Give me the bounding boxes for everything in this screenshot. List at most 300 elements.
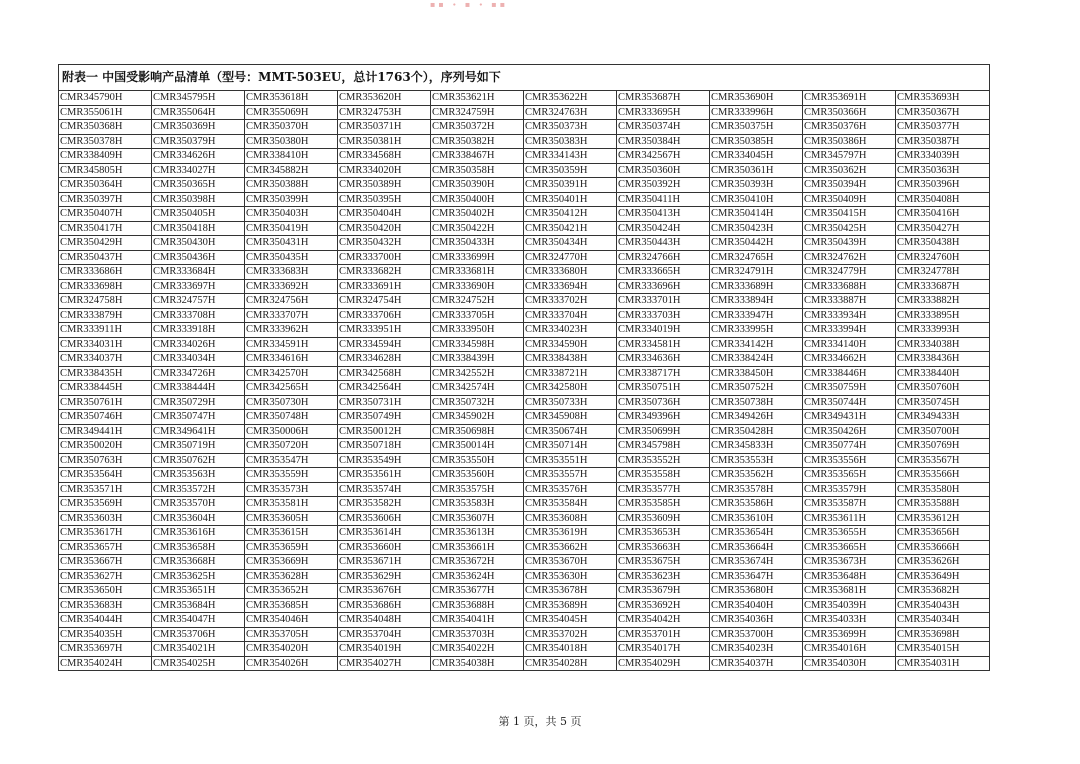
serial-number-cell: CMR353567H xyxy=(896,453,990,468)
serial-number-cell: CMR353656H xyxy=(896,526,990,541)
serial-number-cell: CMR354037H xyxy=(710,656,803,671)
serial-number-cell: CMR345908H xyxy=(524,410,617,425)
serial-number-cell: CMR350752H xyxy=(710,381,803,396)
serial-number-cell: CMR353616H xyxy=(152,526,245,541)
serial-number-cell: CMR354016H xyxy=(803,642,896,657)
table-row xyxy=(59,178,990,193)
serial-number-cell: CMR353688H xyxy=(431,598,524,613)
serial-number-cell: CMR353689H xyxy=(524,598,617,613)
serial-number-cell: CMR353697H xyxy=(59,642,152,657)
table-row xyxy=(59,91,990,106)
serial-number-cell: CMR350367H xyxy=(896,105,990,120)
serial-number-cell: CMR350410H xyxy=(710,192,803,207)
table-row xyxy=(59,120,990,135)
serial-number-cell: CMR333683H xyxy=(245,265,338,280)
serial-number-cell: CMR353622H xyxy=(524,91,617,106)
serial-number-cell: CMR353702H xyxy=(524,627,617,642)
serial-number-cell: CMR354033H xyxy=(803,613,896,628)
serial-number-cell: CMR353690H xyxy=(710,91,803,106)
serial-number-cell: CMR353680H xyxy=(710,584,803,599)
serial-number-cell: CMR353581H xyxy=(245,497,338,512)
serial-number-cell: CMR350762H xyxy=(152,453,245,468)
serial-number-cell: CMR353571H xyxy=(59,482,152,497)
serial-number-cell: CMR333665H xyxy=(617,265,710,280)
serial-number-cell: CMR334026H xyxy=(152,337,245,352)
serial-number-cell: CMR353608H xyxy=(524,511,617,526)
serial-number-cell: CMR333894H xyxy=(710,294,803,309)
serial-number-cell: CMR350398H xyxy=(152,192,245,207)
serial-number-cell: CMR350729H xyxy=(152,395,245,410)
serial-number-cell: CMR333887H xyxy=(803,294,896,309)
serial-number-cell: CMR350402H xyxy=(431,207,524,222)
serial-number-cell: CMR324766H xyxy=(617,250,710,265)
serial-number-cell: CMR333681H xyxy=(431,265,524,280)
serial-number-cell: CMR350408H xyxy=(896,192,990,207)
serial-number-cell: CMR353662H xyxy=(524,540,617,555)
serial-number-cell: CMR350769H xyxy=(896,439,990,454)
serial-number-cell: CMR353603H xyxy=(59,511,152,526)
serial-number-cell: CMR350383H xyxy=(524,134,617,149)
serial-number-cell: CMR353627H xyxy=(59,569,152,584)
serial-number-cell: CMR350361H xyxy=(710,163,803,178)
serial-number-cell: CMR350369H xyxy=(152,120,245,135)
serial-number-cell: CMR333680H xyxy=(524,265,617,280)
serial-number-cell: CMR353666H xyxy=(896,540,990,555)
table-row xyxy=(59,453,990,468)
serial-number-cell: CMR350407H xyxy=(59,207,152,222)
serial-number-cell: CMR334568H xyxy=(338,149,431,164)
serial-number-cell: CMR324778H xyxy=(896,265,990,280)
serial-number-cell: CMR353676H xyxy=(338,584,431,599)
serial-number-cell: CMR350427H xyxy=(896,221,990,236)
serial-number-cell: CMR350403H xyxy=(245,207,338,222)
serial-number-cell: CMR324762H xyxy=(803,250,896,265)
serial-number-cell: CMR353573H xyxy=(245,482,338,497)
serial-number-cell: CMR353586H xyxy=(710,497,803,512)
table-row xyxy=(59,308,990,323)
serial-number-cell: CMR353570H xyxy=(152,497,245,512)
serial-number-cell: CMR354019H xyxy=(338,642,431,657)
serial-number-cell: CMR353693H xyxy=(896,91,990,106)
serial-number-cell: CMR353671H xyxy=(338,555,431,570)
serial-number-cell: CMR333689H xyxy=(710,279,803,294)
table-row xyxy=(59,236,990,251)
serial-number-cell: CMR353684H xyxy=(152,598,245,613)
serial-number-cell: CMR354020H xyxy=(245,642,338,657)
serial-number-cell: CMR350418H xyxy=(152,221,245,236)
serial-number-cell: CMR338438H xyxy=(524,352,617,367)
serial-number-cell: CMR350012H xyxy=(338,424,431,439)
serial-number-cell: CMR353614H xyxy=(338,526,431,541)
serial-number-cell: CMR338436H xyxy=(896,352,990,367)
serial-number-cell: CMR353660H xyxy=(338,540,431,555)
serial-number-cell: CMR334034H xyxy=(152,352,245,367)
serial-number-cell: CMR350763H xyxy=(59,453,152,468)
serial-number-cell: CMR334598H xyxy=(431,337,524,352)
serial-number-cell: CMR350428H xyxy=(710,424,803,439)
serial-number-cell: CMR350751H xyxy=(617,381,710,396)
serial-number-cell: CMR350436H xyxy=(152,250,245,265)
serial-number-cell: CMR350718H xyxy=(338,439,431,454)
table-title: 附表一 中国受影响产品清单（型号：MMT-503EU，总计1763个），序列号如下 xyxy=(59,65,990,91)
serial-number-cell: CMR334662H xyxy=(803,352,896,367)
serial-number-cell: CMR334039H xyxy=(896,149,990,164)
serial-number-cell: CMR350359H xyxy=(524,163,617,178)
serial-number-cell: CMR354040H xyxy=(710,598,803,613)
serial-number-cell: CMR353704H xyxy=(338,627,431,642)
serial-number-cell: CMR324759H xyxy=(431,105,524,120)
serial-number-cell: CMR333696H xyxy=(617,279,710,294)
serial-number-cell: CMR353606H xyxy=(338,511,431,526)
serial-number-cell: CMR353652H xyxy=(245,584,338,599)
serial-number-cell: CMR353582H xyxy=(338,497,431,512)
serial-number-cell: CMR353550H xyxy=(431,453,524,468)
serial-number-cell: CMR350748H xyxy=(245,410,338,425)
serial-number-cell: CMR354034H xyxy=(896,613,990,628)
serial-number-cell: CMR350372H xyxy=(431,120,524,135)
serial-number-cell: CMR333704H xyxy=(524,308,617,323)
serial-number-cell: CMR349641H xyxy=(152,424,245,439)
serial-number-cell: CMR333690H xyxy=(431,279,524,294)
serial-number-cell: CMR350435H xyxy=(245,250,338,265)
serial-number-cell: CMR353579H xyxy=(803,482,896,497)
serial-number-cell: CMR334023H xyxy=(524,323,617,338)
serial-number-cell: CMR324753H xyxy=(338,105,431,120)
serial-number-cell: CMR354048H xyxy=(338,613,431,628)
serial-number-cell: CMR350366H xyxy=(803,105,896,120)
serial-number-cell: CMR353624H xyxy=(431,569,524,584)
serial-number-cell: CMR333684H xyxy=(152,265,245,280)
serial-number-cell: CMR350391H xyxy=(524,178,617,193)
serial-number-cell: CMR354015H xyxy=(896,642,990,657)
table-row xyxy=(59,555,990,570)
serial-number-cell: CMR350425H xyxy=(803,221,896,236)
serial-number-cell: CMR354047H xyxy=(152,613,245,628)
serial-number-cell: CMR353648H xyxy=(803,569,896,584)
serial-number-cell: CMR350760H xyxy=(896,381,990,396)
serial-number-cell: CMR350415H xyxy=(803,207,896,222)
serial-number-cell: CMR353552H xyxy=(617,453,710,468)
serial-number-cell: CMR324752H xyxy=(431,294,524,309)
serial-number-cell: CMR338446H xyxy=(803,366,896,381)
serial-number-cell: CMR345833H xyxy=(710,439,803,454)
serial-number-cell: CMR345790H xyxy=(59,91,152,106)
serial-number-cell: CMR338445H xyxy=(59,381,152,396)
serial-number-cell: CMR350379H xyxy=(152,134,245,149)
serial-number-cell: CMR349441H xyxy=(59,424,152,439)
serial-number-cell: CMR350424H xyxy=(617,221,710,236)
serial-number-cell: CMR353604H xyxy=(152,511,245,526)
serial-number-cell: CMR353569H xyxy=(59,497,152,512)
serial-number-cell: CMR353566H xyxy=(896,468,990,483)
serial-number-cell: CMR354021H xyxy=(152,642,245,657)
table-row xyxy=(59,424,990,439)
table-row xyxy=(59,410,990,425)
serial-number-cell: CMR353673H xyxy=(803,555,896,570)
serial-number-cell: CMR342552H xyxy=(431,366,524,381)
serial-number-cell: CMR354031H xyxy=(896,656,990,671)
serial-number-cell: CMR353572H xyxy=(152,482,245,497)
serial-number-cell: CMR353564H xyxy=(59,468,152,483)
serial-number-cell: CMR350387H xyxy=(896,134,990,149)
serial-number-cell: CMR350423H xyxy=(710,221,803,236)
serial-number-cell: CMR333697H xyxy=(152,279,245,294)
serial-number-cell: CMR350400H xyxy=(431,192,524,207)
serial-number-cell: CMR350014H xyxy=(431,439,524,454)
serial-number-cell: CMR350732H xyxy=(431,395,524,410)
serial-number-cell: CMR324779H xyxy=(803,265,896,280)
serial-number-cell: CMR334045H xyxy=(710,149,803,164)
table-row xyxy=(59,598,990,613)
serial-number-cell: CMR353556H xyxy=(803,453,896,468)
serial-number-cell: CMR350699H xyxy=(617,424,710,439)
serial-number-cell: CMR353683H xyxy=(59,598,152,613)
serial-number-cell: CMR338424H xyxy=(710,352,803,367)
serial-number-cell: CMR334626H xyxy=(152,149,245,164)
serial-number-cell: CMR353621H xyxy=(431,91,524,106)
serial-number-cell: CMR345795H xyxy=(152,91,245,106)
table-row xyxy=(59,250,990,265)
serial-number-cell: CMR324754H xyxy=(338,294,431,309)
serial-number-cell: CMR349396H xyxy=(617,410,710,425)
serial-number-cell: CMR355064H xyxy=(152,105,245,120)
serial-number-cell: CMR333694H xyxy=(524,279,617,294)
table-row xyxy=(59,439,990,454)
serial-number-cell: CMR350413H xyxy=(617,207,710,222)
serial-number-cell: CMR333686H xyxy=(59,265,152,280)
serial-number-cell: CMR334143H xyxy=(524,149,617,164)
serial-number-cell: CMR353547H xyxy=(245,453,338,468)
serial-number-cell: CMR334037H xyxy=(59,352,152,367)
serial-number-cell: CMR353574H xyxy=(338,482,431,497)
serial-number-cell: CMR353549H xyxy=(338,453,431,468)
serial-number-cell: CMR350431H xyxy=(245,236,338,251)
serial-number-cell: CMR338721H xyxy=(524,366,617,381)
table-row xyxy=(59,584,990,599)
affected-product-table xyxy=(58,64,990,671)
serial-number-cell: CMR354041H xyxy=(431,613,524,628)
serial-number-cell: CMR350733H xyxy=(524,395,617,410)
serial-number-cell: CMR324791H xyxy=(710,265,803,280)
serial-number-cell: CMR354046H xyxy=(245,613,338,628)
serial-number-cell: CMR350442H xyxy=(710,236,803,251)
serial-number-cell: CMR333706H xyxy=(338,308,431,323)
table-row xyxy=(59,337,990,352)
serial-number-cell: CMR334594H xyxy=(338,337,431,352)
serial-number-cell: CMR354035H xyxy=(59,627,152,642)
serial-number-cell: CMR353692H xyxy=(617,598,710,613)
table-row xyxy=(59,134,990,149)
serial-number-cell: CMR333918H xyxy=(152,323,245,338)
serial-number-cell: CMR354022H xyxy=(431,642,524,657)
table-row xyxy=(59,627,990,642)
serial-number-cell: CMR334027H xyxy=(152,163,245,178)
serial-number-cell: CMR350714H xyxy=(524,439,617,454)
serial-number-cell: CMR350420H xyxy=(338,221,431,236)
serial-number-cell: CMR333701H xyxy=(617,294,710,309)
serial-number-cell: CMR353705H xyxy=(245,627,338,642)
serial-number-cell: CMR324757H xyxy=(152,294,245,309)
serial-number-cell: CMR338410H xyxy=(245,149,338,164)
serial-number-cell: CMR353657H xyxy=(59,540,152,555)
serial-number-cell: CMR350700H xyxy=(896,424,990,439)
serial-number-cell: CMR342580H xyxy=(524,381,617,396)
serial-number-cell: CMR324770H xyxy=(524,250,617,265)
serial-number-cell: CMR353651H xyxy=(152,584,245,599)
serial-number-cell: CMR353665H xyxy=(803,540,896,555)
serial-number-cell: CMR350401H xyxy=(524,192,617,207)
serial-number-cell: CMR353706H xyxy=(152,627,245,642)
table-row xyxy=(59,656,990,671)
serial-number-cell: CMR333995H xyxy=(710,323,803,338)
serial-number-cell: CMR350373H xyxy=(524,120,617,135)
table-row xyxy=(59,497,990,512)
serial-number-cell: CMR338444H xyxy=(152,381,245,396)
serial-number-cell: CMR350417H xyxy=(59,221,152,236)
serial-number-cell: CMR353700H xyxy=(710,627,803,642)
serial-number-cell: CMR334636H xyxy=(617,352,710,367)
serial-number-cell: CMR350404H xyxy=(338,207,431,222)
serial-number-cell: CMR333687H xyxy=(896,279,990,294)
serial-number-cell: CMR353677H xyxy=(431,584,524,599)
serial-number-cell: CMR324765H xyxy=(710,250,803,265)
serial-number-cell: CMR353682H xyxy=(896,584,990,599)
table-row xyxy=(59,207,990,222)
serial-number-cell: CMR353610H xyxy=(710,511,803,526)
table-row xyxy=(59,569,990,584)
table-body xyxy=(59,91,990,671)
serial-number-cell: CMR350368H xyxy=(59,120,152,135)
serial-number-cell: CMR333682H xyxy=(338,265,431,280)
table-row xyxy=(59,192,990,207)
serial-number-cell: CMR350412H xyxy=(524,207,617,222)
serial-number-cell: CMR350378H xyxy=(59,134,152,149)
serial-number-cell: CMR350749H xyxy=(338,410,431,425)
serial-number-cell: CMR353563H xyxy=(152,468,245,483)
serial-number-cell: CMR353560H xyxy=(431,468,524,483)
serial-number-cell: CMR353587H xyxy=(803,497,896,512)
serial-number-cell: CMR354024H xyxy=(59,656,152,671)
serial-number-cell: CMR333993H xyxy=(896,323,990,338)
serial-number-cell: CMR333698H xyxy=(59,279,152,294)
serial-number-cell: CMR353681H xyxy=(803,584,896,599)
serial-number-cell: CMR350375H xyxy=(710,120,803,135)
serial-number-cell: CMR333962H xyxy=(245,323,338,338)
serial-number-cell: CMR353620H xyxy=(338,91,431,106)
table-row xyxy=(59,468,990,483)
serial-number-cell: CMR354042H xyxy=(617,613,710,628)
serial-number-cell: CMR353618H xyxy=(245,91,338,106)
serial-number-cell: CMR349431H xyxy=(803,410,896,425)
serial-number-cell: CMR350393H xyxy=(710,178,803,193)
serial-number-cell: CMR353663H xyxy=(617,540,710,555)
serial-number-cell: CMR333934H xyxy=(803,308,896,323)
serial-number-cell: CMR350385H xyxy=(710,134,803,149)
serial-number-cell: CMR353672H xyxy=(431,555,524,570)
serial-number-cell: CMR350744H xyxy=(803,395,896,410)
table-row xyxy=(59,511,990,526)
serial-number-cell: CMR353578H xyxy=(710,482,803,497)
serial-number-cell: CMR350020H xyxy=(59,439,152,454)
serial-number-cell: CMR338440H xyxy=(896,366,990,381)
serial-number-cell: CMR333996H xyxy=(710,105,803,120)
serial-number-cell: CMR350389H xyxy=(338,178,431,193)
serial-number-cell: CMR333703H xyxy=(617,308,710,323)
table-row xyxy=(59,540,990,555)
serial-number-cell: CMR333705H xyxy=(431,308,524,323)
serial-number-cell: CMR353559H xyxy=(245,468,338,483)
serial-number-cell: CMR350439H xyxy=(803,236,896,251)
serial-number-cell: CMR354025H xyxy=(152,656,245,671)
serial-number-cell: CMR353667H xyxy=(59,555,152,570)
serial-number-cell: CMR350371H xyxy=(338,120,431,135)
serial-number-cell: CMR334590H xyxy=(524,337,617,352)
serial-number-cell: CMR350380H xyxy=(245,134,338,149)
serial-number-cell: CMR353664H xyxy=(710,540,803,555)
serial-number-cell: CMR350365H xyxy=(152,178,245,193)
serial-number-cell: CMR350405H xyxy=(152,207,245,222)
serial-number-cell: CMR333688H xyxy=(803,279,896,294)
serial-number-cell: CMR345902H xyxy=(431,410,524,425)
serial-number-cell: CMR353605H xyxy=(245,511,338,526)
serial-number-cell: CMR353562H xyxy=(710,468,803,483)
serial-number-cell: CMR350397H xyxy=(59,192,152,207)
serial-number-cell: CMR338439H xyxy=(431,352,524,367)
serial-number-cell: CMR350438H xyxy=(896,236,990,251)
serial-number-cell: CMR350362H xyxy=(803,163,896,178)
serial-number-cell: CMR353674H xyxy=(710,555,803,570)
serial-number-cell: CMR333691H xyxy=(338,279,431,294)
serial-number-cell: CMR350761H xyxy=(59,395,152,410)
serial-number-cell: CMR350730H xyxy=(245,395,338,410)
serial-number-cell: CMR354043H xyxy=(896,598,990,613)
serial-number-cell: CMR353607H xyxy=(431,511,524,526)
serial-number-cell: CMR350392H xyxy=(617,178,710,193)
serial-number-cell: CMR353698H xyxy=(896,627,990,642)
serial-number-cell: CMR350384H xyxy=(617,134,710,149)
serial-number-cell: CMR350422H xyxy=(431,221,524,236)
serial-number-cell: CMR353701H xyxy=(617,627,710,642)
serial-number-cell: CMR333895H xyxy=(896,308,990,323)
serial-number-cell: CMR353619H xyxy=(524,526,617,541)
serial-number-cell: CMR345797H xyxy=(803,149,896,164)
table-row xyxy=(59,323,990,338)
serial-number-cell: CMR350745H xyxy=(896,395,990,410)
serial-number-cell: CMR354026H xyxy=(245,656,338,671)
serial-number-cell: CMR353575H xyxy=(431,482,524,497)
serial-number-cell: CMR350774H xyxy=(803,439,896,454)
serial-number-cell: CMR338467H xyxy=(431,149,524,164)
serial-number-cell: CMR353653H xyxy=(617,526,710,541)
serial-number-cell: CMR353654H xyxy=(710,526,803,541)
serial-number-cell: CMR350434H xyxy=(524,236,617,251)
serial-number-cell: CMR334726H xyxy=(152,366,245,381)
serial-number-cell: CMR353699H xyxy=(803,627,896,642)
serial-number-cell: CMR349433H xyxy=(896,410,990,425)
serial-number-cell: CMR350437H xyxy=(59,250,152,265)
serial-number-cell: CMR338409H xyxy=(59,149,152,164)
serial-number-cell: CMR354036H xyxy=(710,613,803,628)
serial-number-cell: CMR342568H xyxy=(338,366,431,381)
serial-number-cell: CMR333911H xyxy=(59,323,152,338)
serial-number-cell: CMR350360H xyxy=(617,163,710,178)
serial-number-cell: CMR353679H xyxy=(617,584,710,599)
serial-number-cell: CMR350358H xyxy=(431,163,524,178)
serial-number-cell: CMR350736H xyxy=(617,395,710,410)
serial-number-cell: CMR353659H xyxy=(245,540,338,555)
serial-number-cell: CMR354017H xyxy=(617,642,710,657)
serial-number-cell: CMR324758H xyxy=(59,294,152,309)
